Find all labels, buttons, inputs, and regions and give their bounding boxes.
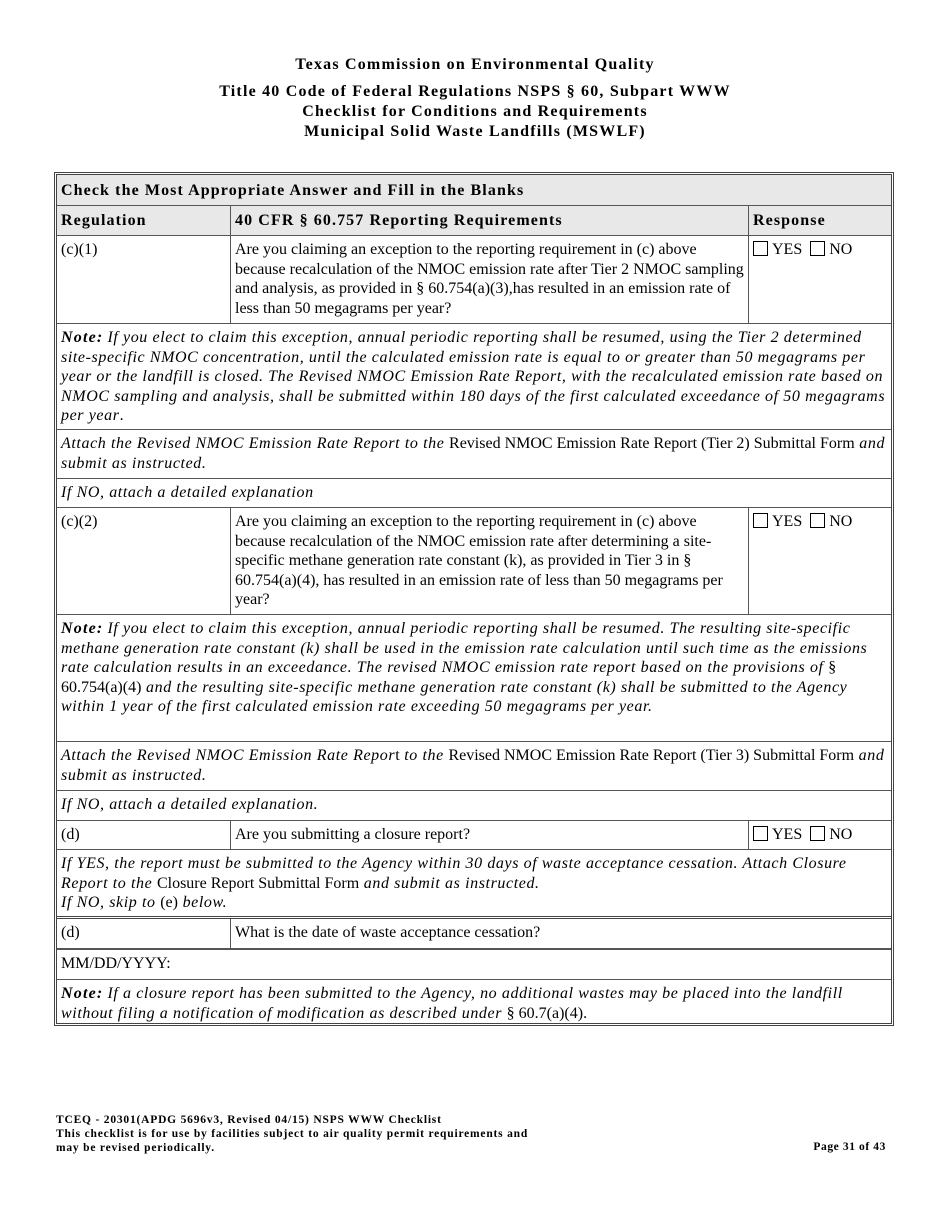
checklist-table [54,172,894,1026]
column-header-response: Response [753,212,826,229]
note-label: Note: [61,985,104,1002]
response-cell [749,508,891,614]
question-text: Are you claiming an exception to the reporting requirement in (c) above because recalculation of the NMOC emission rate after Tier 2 NMOC sampling and analysis, as provided in § 60.754(a)(3),has resulted in an emission rate of less than 50 megagrams per year? [231,236,749,323]
if-no-row-1 [57,479,891,508]
attach-text [57,430,891,478]
response-cell [749,236,891,323]
column-header-regulation: Regulation [57,206,231,235]
footer-form-id: TCEQ - 20301(APDG 5696v3, Revised 04/15) NSPS WWW Checklist [56,1114,442,1126]
attach-pre: Attach the Revised NMOC Emission Rate Report to the [61,435,450,452]
regulation-reference: § 60.7(a)(4). [506,1004,588,1022]
regulation-reference: § 60.754(a)(4) [61,659,837,696]
note-period: . [119,407,124,424]
yes-label: YES [772,513,803,530]
skip-instruction: If NO, skip to [61,894,161,911]
note-row-3 [57,980,891,1023]
closure-note-row [57,850,891,919]
closure-post: and submit as instructed. [359,874,540,892]
note-text [57,980,891,1023]
closure-instruction: If YES, the report must be submitted to the Agency within 30 days of waste acceptance cessation. Attach Closure Report to the [61,855,847,892]
yes-checkbox[interactable] [753,826,768,841]
yes-label: YES [772,241,803,258]
page-number: Page 31 of 43 [813,1141,886,1153]
no-checkbox[interactable] [810,513,825,528]
note-row-2 [57,615,891,742]
response-cell [749,821,891,849]
if-no-row-2 [57,791,891,821]
note-body: If a closure report has been submitted to the Agency, no additional wastes may be placed into the landfill without filing a notification of modification as described under [61,985,843,1022]
note-body-end: and the resulting site-specific methane generation rate constant (k) shall be submitted to the Agency within 1 year of the first calculated emission rate exceeding 50 megagrams per year. [61,678,848,715]
note-body: If you elect to claim this exception, annual periodic reporting shall be resumed, using the Tier 2 determined site-specific NMOC concentration, until the calculated emission rate is equal to or greater than 50 megagrams per year or the landfill is closed. The Revised NMOC Emission Rate Report, with the recalculated emission rate based on NMOC sampling and analysis, shall be submitted within 180 days of the first calculated exceedance of 50 megagrams per year [61,329,886,424]
no-label: NO [829,826,853,843]
note-body: If you elect to claim this exception, annual periodic reporting shall be resumed. The resulting site-specific methane generation rate constant (k) shall be used in the emission rate calculation until such time as the emissions rate calculation results in an exceedance. The revised NMOC emission rate report based on the provisions of [61,620,868,676]
attach-row-2 [57,742,891,791]
agency-name: Texas Commission on Environmental Quality [295,56,655,73]
footer-disclaimer: This checklist is for use by facilities subject to air quality permit requirements and [56,1128,529,1140]
regulation-cell: (d) [57,919,231,948]
question-text: What is the date of waste acceptance cessation? [235,924,541,941]
question-row-c2 [57,508,891,615]
title-line: Title 40 Code of Federal Regulations NSPS § 60, Subpart WWW [219,83,731,100]
attach-row-1 [57,430,891,479]
date-row [57,949,891,980]
no-label: NO [829,241,853,258]
attach-pre: Attach the Revised NMOC Emission Rate Repor [61,747,396,764]
note-label: Note: [61,329,104,346]
column-header-section: 40 CFR § 60.757 Reporting Requirements [231,206,749,235]
skip-reference: (e) [160,894,178,911]
no-checkbox[interactable] [810,826,825,841]
regulation-cell: (c)(1) [57,236,231,323]
regulation-cell: (c)(2) [57,508,231,614]
attach-post: and submit as instructed. [61,747,885,784]
footer-disclaimer-cont: may be revised periodically. [56,1142,215,1154]
closure-note [57,850,891,916]
note-label: Note: [61,620,104,637]
yes-checkbox[interactable] [753,241,768,256]
question-text: Are you submitting a closure report? [231,821,749,849]
column-header-row [57,206,891,236]
date-field-label[interactable]: MM/DD/YYYY: [61,955,171,972]
attach-post: and submit as instructed. [61,435,886,472]
attach-text [57,742,891,790]
yes-label: YES [772,826,803,843]
yes-checkbox[interactable] [753,513,768,528]
note-text [57,324,891,429]
attach-mid: to the [399,747,449,764]
note-text [57,615,891,741]
question-row-c1 [57,236,891,324]
form-name: Revised NMOC Emission Rate Report (Tier 2) Submittal Form [449,435,855,452]
form-name: Revised NMOC Emission Rate Report (Tier 3) Submittal Form [448,747,855,764]
table-banner-row [57,175,891,206]
no-checkbox[interactable] [810,241,825,256]
form-name: Closure Report Submittal Form [156,874,360,892]
question-text: Are you claiming an exception to the reporting requirement in (c) above because recalculation of the NMOC emission rate after determining a site-specific methane generation rate constant (k), as provided in Tier 3 in § 60.754(a)(4), has resulted in an emission rate of less than 50 megagrams per year? [231,508,749,614]
attach-t: t [395,747,400,764]
note-row-1 [57,324,891,430]
title-line: Municipal Solid Waste Landfills (MSWLF) [304,123,646,140]
regulation-cell: (d) [57,821,231,849]
if-no-instruction: If NO, attach a detailed explanation [61,484,314,501]
no-label: NO [829,513,853,530]
table-banner: Check the Most Appropriate Answer and Fill in the Blanks [61,182,525,199]
document-title [0,82,950,142]
title-line: Checklist for Conditions and Requirements [302,103,648,120]
question-row-d-date [57,919,891,949]
footer [56,1113,528,1155]
skip-post: below. [177,894,228,911]
if-no-instruction: If NO, attach a detailed explanation. [61,796,319,813]
question-row-d [57,821,891,850]
